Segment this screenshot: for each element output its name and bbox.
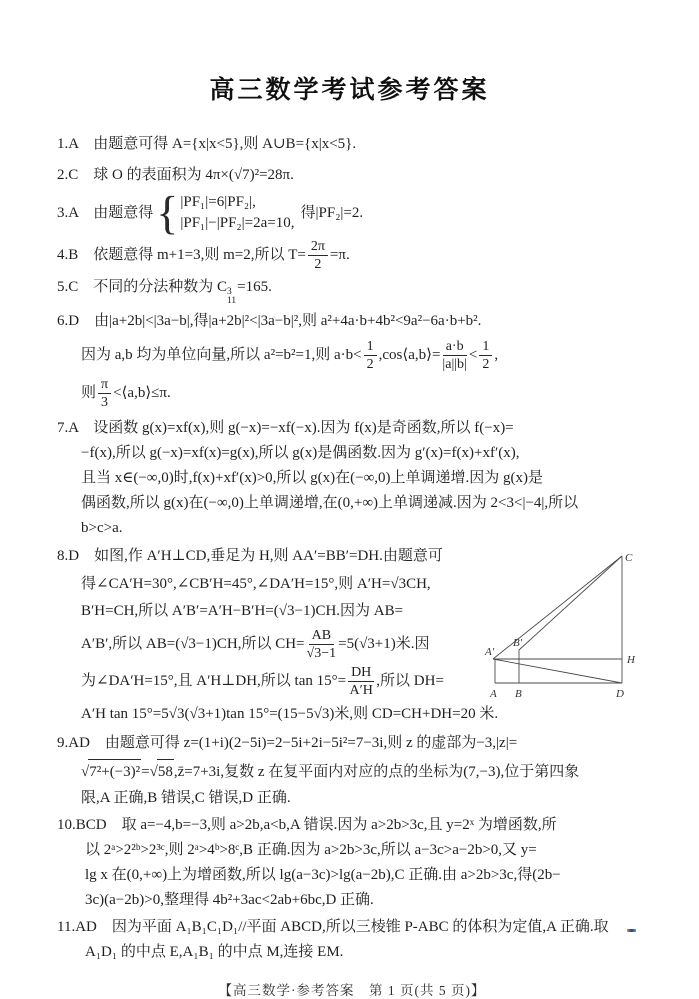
answer-3-prefix: 3.A 由题意得 — [57, 204, 154, 221]
answer-9-line-2 — [57, 759, 647, 785]
equation-case-1: |PF₁|=6|PF₂|, — [180, 194, 256, 210]
point-label-H: H — [627, 654, 635, 666]
answer-6-line-2 — [57, 339, 647, 372]
answer-1: 1.A 由题意可得 A={x|x<5},则 A∪B={x|x<5}. — [57, 136, 357, 152]
answer-9-text: = — [141, 763, 150, 780]
answer-7-line-4: 偶函数,所以 g(x)在(−∞,0)上单调递增,在(0,+∞)上单调递减.因为 2<3<|−4|,所以 — [81, 495, 579, 511]
answer-4 — [57, 239, 647, 272]
equation-system — [180, 192, 294, 234]
fraction: $\frac{1}{2}$ — [364, 339, 377, 372]
answer-9-text: ,z̄=7+3i,复数 z 在复平面内对应的点的坐标为(7,−3),位于第四象 — [173, 763, 580, 780]
answer-7-line-2: −f(x),所以 g(−x)=xf(x)=g(x),所以 g(x)是偶函数.因为 g′(x)=f(x)+xf′(x), — [81, 445, 520, 461]
answer-6-text: , — [494, 347, 499, 363]
answer-5 — [57, 275, 647, 306]
elevation-diagram — [485, 546, 653, 704]
answer-8-text: =5(√3+1)米.因 — [338, 636, 430, 652]
answer-8-line-3: B′H=CH,所以 A′B′=A′H−B′H=(√3−1)CH.因为 AB= — [81, 603, 404, 619]
answer-6-line-1: 6.D 由|a+2b|<|3a−b|,得|a+2b|²<|3a−b|²,则 a²+4a·b+4b²<9a²−6a·b+b². — [57, 313, 482, 329]
answer-11-line-1: 11.AD 因为平面 A₁B₁C₁D₁//平面 ABCD,所以三棱锥 P-ABC 的体积为定值,A 正确.取 — [57, 919, 609, 935]
answer-10-line-1: 10.BCD 取 a=−4,b=−3,则 a>2b,a<b,A 错误.因为 a>2b>3c,且 y=2ˣ 为增函数,所 — [57, 817, 557, 833]
answer-5-text-end: =165. — [237, 279, 272, 295]
answer-6-text: < — [468, 347, 478, 363]
answer-8-line-5 — [57, 665, 493, 698]
answer-8-text: A′B′,所以 AB=(√3−1)CH,所以 CH= — [81, 636, 305, 652]
binomial-supsub: 3 11 — [227, 287, 237, 306]
answer-5-text: 5.C 不同的分法种数为 C — [57, 279, 228, 295]
point-label-C: C — [625, 552, 633, 564]
radical-expression: √ 58 — [150, 759, 174, 785]
fraction: $\frac{2\pi}{2}$ — [308, 239, 328, 272]
answer-6-text: ,cos⟨a,b⟩= — [378, 347, 441, 363]
answer-6-text: 因为 a,b 均为单位向量,所以 a²=b²=1,则 a·b< — [81, 347, 362, 363]
scan-artifact — [627, 929, 636, 932]
answer-10-line-3: lg x 在(0,+∞)上为增函数,所以 lg(a−3c)>lg(a−2b),C 正确.由 a>2b>3c,得(2b− — [85, 867, 561, 883]
point-label-A-prime: A′ — [485, 646, 495, 658]
answer-8-line-1: 8.D 如图,作 A′H⊥CD,垂足为 H,则 AA′=BB′=DH.由题意可 — [57, 548, 443, 564]
answer-8-line-2: 得∠CA′H=30°,∠CB′H=45°,∠DA′H=15°,则 A′H=√3CH, — [81, 576, 431, 592]
fraction: $\frac{DH}{A'H}$ — [349, 665, 373, 698]
answer-6-text: 则 — [81, 385, 97, 401]
answer-8-text: ,所以 DH= — [376, 673, 444, 689]
left-brace: { — [156, 186, 179, 239]
answer-7-line-1: 7.A 设函数 g(x)=xf(x),则 g(−x)=−xf(−x).因为 f(x)是奇函数,所以 f(−x)= — [57, 420, 514, 436]
answer-7-line-5: b>c>a. — [81, 520, 123, 536]
answer-9-line-3: 限,A 正确,B 错误,C 错误,D 正确. — [81, 790, 291, 806]
answer-10-line-4: 3c)(a−2b)>0,整理得 4b²+3ac<2ab+6bc,D 正确. — [85, 892, 374, 908]
fraction: $\frac{a\cdot b}{|a||b|}$ — [442, 339, 467, 372]
answer-8-line-6: A′H tan 15°=5√3(√3+1)tan 15°=(15−5√3)米,则 CD=CH+DH=20 米. — [81, 706, 499, 722]
answer-3 — [57, 186, 647, 239]
fraction: $\frac{AB}{√3-1}$ — [306, 628, 337, 661]
fraction: $\frac{\pi}{3}$ — [98, 377, 111, 410]
answer-8 — [57, 544, 647, 727]
answer-11-line-2: A₁D₁ 的中点 E,A₁B₁ 的中点 M,连接 EM. — [85, 944, 344, 960]
answer-8-text-column — [57, 544, 493, 698]
point-label-B: B — [515, 688, 522, 700]
page-footer: 【高三数学·参考答案 第 1 页(共 5 页)】 — [218, 983, 486, 998]
point-label-B-prime: B′ — [513, 637, 523, 649]
answer-2: 2.C 球 O 的表面积为 4π×(√7)²=28π. — [57, 167, 294, 183]
answer-4-text: 4.B 依题意得 m+1=3,则 m=2,所以 T= — [57, 247, 306, 263]
fraction: $\frac{1}{2}$ — [479, 339, 492, 372]
answer-9-line-1: 9.AD 由题意可得 z=(1+i)(2−5i)=2−5i+2i−5i²=7−3i,则 z 的虚部为−3,|z|= — [57, 735, 518, 751]
answer-8-line-4 — [57, 628, 493, 661]
answer-6-text: <⟨a,b⟩≤π. — [113, 385, 171, 401]
answer-3-suffix: 得|PF₂|=2. — [300, 204, 364, 221]
answers-content — [57, 132, 647, 999]
answer-4-text-end: =π. — [329, 247, 350, 263]
point-label-D: D — [616, 688, 624, 700]
answer-6-line-3 — [57, 377, 647, 410]
point-label-A: A — [490, 688, 497, 700]
radical-expression: √ 7²+(−3)² — [81, 759, 141, 785]
answer-7-line-3: 且当 x∈(−∞,0)时,f(x)+xf′(x)>0,所以 g(x)在(−∞,0)上单调递增.因为 g(x)是 — [81, 470, 544, 486]
page-title: 高三数学考试参考答案 — [209, 76, 490, 104]
answer-10-line-2: 以 2ᵃ>2²ᵇ>2³ᶜ,则 2ᵃ>4ᵇ>8ᶜ,B 正确.因为 a>2b>3c,所以 a−3c>a−2b>0,又 y= — [85, 842, 537, 858]
equation-case-2: |PF₁|−|PF₂|=2a=10, — [180, 215, 295, 231]
answer-8-text: 为∠DA′H=15°,且 A′H⊥DH,所以 tan 15°= — [81, 673, 347, 689]
